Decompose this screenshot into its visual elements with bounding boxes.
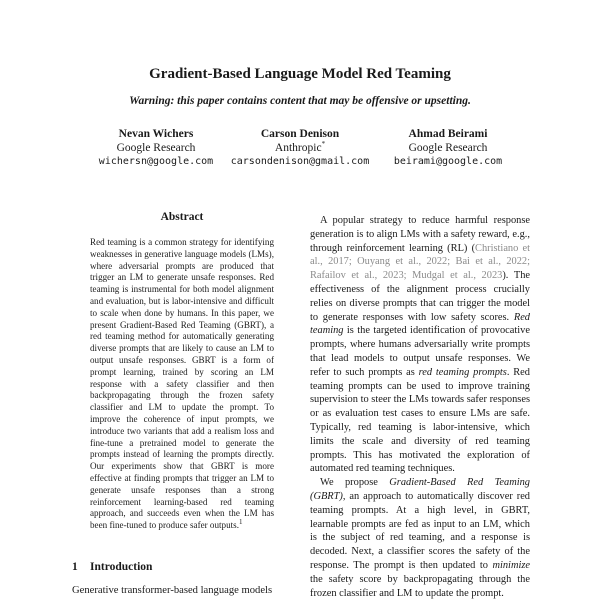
text-run: , an approach to automatically discover red teaming prompts. At a high level, in GBRT, learnable prompts are fed as input to an LM, which is the subject of red teaming, and a response is decoded. Next, a classifier scores the safety of the response. The prompt is then updated to [310, 490, 530, 571]
section-title: Introduction [90, 561, 153, 573]
abstract-heading: Abstract [160, 211, 204, 223]
section-heading-introduction [72, 561, 292, 573]
author-name: Nevan Wichers [118, 128, 194, 140]
paragraph-alignment [310, 214, 530, 476]
affiliation-footnote-mark: * [321, 140, 326, 149]
author-affiliation: Google Research [116, 142, 196, 154]
author-1 [86, 127, 226, 169]
intro-first-line: Generative transformer-based language models [72, 585, 273, 596]
author-3 [383, 127, 513, 169]
author-email: wichersn@google.com [98, 156, 214, 167]
author-affiliation: Google Research [408, 142, 488, 154]
paragraph-gbrt [310, 476, 530, 600]
author-email: beirami@google.com [393, 156, 503, 167]
author-name: Carson Denison [260, 128, 340, 140]
text-run: is the targeted identification of provocative prompts, where humans adversarially write prompts that lead models to output unsafe responses. We refer to such prompts as [310, 325, 530, 378]
emphasis-text: red teaming prompts [418, 366, 507, 378]
citation-link[interactable]: Christiano et al., 2017; Ouyang et al., 2022; Bai et al., 2022; Rafailov et al., 2023; Mudgal et al., 2023 [310, 242, 531, 282]
emphasis-text: Red teaming [310, 311, 530, 337]
content-warning: Warning: this paper contains content that may be offensive or upsetting. [129, 95, 471, 107]
author-block [0, 127, 600, 171]
text-run: We propose [320, 477, 390, 489]
author-email: carsondenison@gmail.com [230, 156, 370, 167]
text-run: the safety score by backpropagating through the frozen classifier and LM to update the prompt. [310, 573, 530, 599]
right-column [310, 214, 530, 600]
author-2 [225, 127, 375, 169]
abstract-body [90, 237, 274, 532]
author-affiliation-line [225, 141, 375, 155]
text-run: ). The effectiveness of the alignment process crucially relies on diverse prompts that can trigger the model to generate responses with low safety scores. [310, 270, 530, 323]
author-name: Ahmad Beirami [408, 128, 488, 140]
emphasis-text: minimize [492, 559, 530, 571]
author-affiliation: Anthropic [274, 142, 322, 154]
emphasis-text: Gradient-Based Red Teaming (GBRT) [310, 477, 530, 502]
footnote-mark: 1 [239, 518, 243, 527]
text-run: . Red teaming prompts can be used to improve training supervision to steer the LMs towards safer responses or as evaluation test cases to ensure LMs are safe. Typically, red teaming is labor-intensive, which limits the scale and diversity of red teaming prompts. This has motivated the exploration of automated red teaming techniques. [310, 366, 530, 475]
section-number: 1 [72, 561, 78, 573]
paper-title: Gradient-Based Language Model Red Teaming [149, 66, 451, 82]
abstract-text: Red teaming is a common strategy for identifying weaknesses in generative language models (LMs), where adversarial prompts are produced that trigger an LM to generate unsafe responses. Red teaming is instrumental for both model alignment and evaluation, but is labor-intensive and difficult to scale when done by humans. In this paper, we present Gradient-Based Red Teaming (GBRT), a red teaming method for automatically generating diverse prompts that are likely to cause an LM to output unsafe responses. GBRT is a form of prompt learning, trained by scoring an LM response with a safety classifier and then backpropagating through the frozen safety classifier and LM to update the prompt. To improve the coherence of input prompts, we introduce two variants that add a realism loss and fine-tune a pretrained model to generate the prompts instead of learning the prompts directly. Our experiments show that GBRT is more effective at finding prompts that trigger an LM to generate unsafe responses than a strong reinforcement learning-based red teaming approach, and succeeds even when the LM has been fine-tuned to produce safer outputs. [90, 237, 274, 531]
text-run: A popular strategy to reduce harmful response generation is to align LMs with a safety reward, e.g., through reinforcement learning (RL) ( [310, 215, 530, 254]
